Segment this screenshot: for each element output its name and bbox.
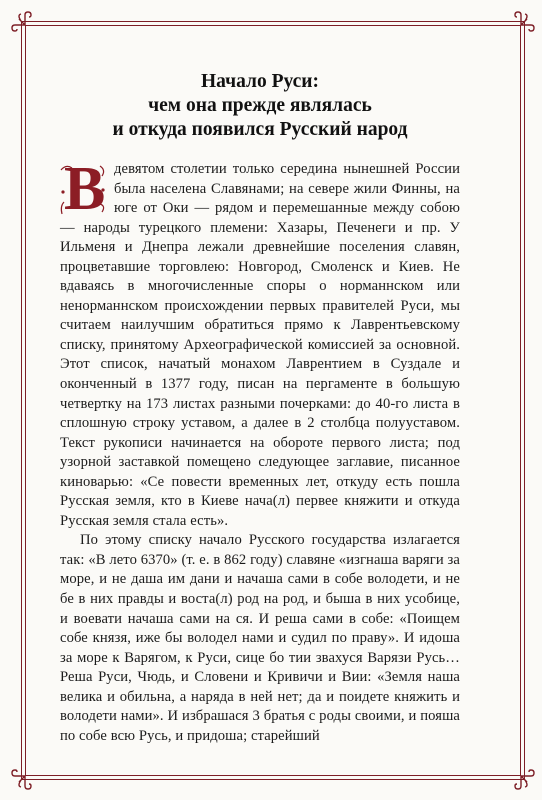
- corner-ornament-top-right: [505, 11, 535, 41]
- chapter-title: [60, 70, 460, 142]
- paragraph-1-text: девятом столетии только середина нынешней России была населена Славянами; на севере жили Финны, на юге от Оки — рядом и перемешанные между собою — народы турецкого племени: Хазары, Печенеги и пр. У Ильменя и Днепра лежали древнейшие поселения славян, процветавшие торговлею: Новгород, Смоленск и Киев. Не вдаваясь в многочисленные споры о норманнском или ненорманнском происхождении первых правителей Руси, мы считаем наилучшим обратиться прямо к Лаврентьевскому списку, принятому Археографической комиссией за основной. Этот список, начатый монахом Лаврентием в Суздале и оконченный в 1377 году, писан на пергаменте в большую четвертку на 173 листах разными почерками: до 40-го листа в сплошную строку уставом, а далее в 2 столбца полууставом. Текст рукописи начинается на обороте первого листа; под узорной заставкой помещено следующее заглавие, писанное киноварью: «Се повести временных лет, откуду есть пошла Русская земля, кто в Киеве нача(л) первее княжити и откуда Русская земля стала есть».: [60, 161, 460, 529]
- body-text: [60, 155, 460, 746]
- corner-ornament-top-left: [11, 11, 41, 41]
- page-content: [60, 70, 460, 746]
- drop-cap-letter: В: [64, 155, 106, 223]
- paragraph-1: [60, 155, 460, 531]
- paragraph-2: По этому списку начало Русского государства излагается так: «В лето 6370» (т. е. в 862 году) славяне «изгнаша варяги за море, и не даша им дани и начаша сами в собе володети, и не бе в них правды и воста(л) род на род, и быша в них усобице, и воевати начаша сами на ся. И реша сами в собе: «Поищем собе князя, иже бы володел нами и судил по праву». И идоша за море к Варягом, к Руси, сице бо тии звахуся Варязи Русь… Реша Руси, Чюдь, и Словени и Кривичи и Вии: «Земля наша велика и обильна, а наряда в ней нет; да и поидете княжить и володети нами». И избрашася 3 братья с роды своими, и пояша по собе всю Русь, и придоша; старейший: [60, 532, 460, 744]
- drop-cap: [58, 155, 108, 223]
- corner-ornament-bottom-right: [505, 760, 535, 790]
- chapter-title-line-1: Начало Руси:: [200, 71, 320, 92]
- chapter-title-line-2: чем она прежде являлась: [148, 95, 372, 116]
- chapter-title-line-3: и откуда появился Русский народ: [112, 119, 408, 140]
- corner-ornament-bottom-left: [11, 760, 41, 790]
